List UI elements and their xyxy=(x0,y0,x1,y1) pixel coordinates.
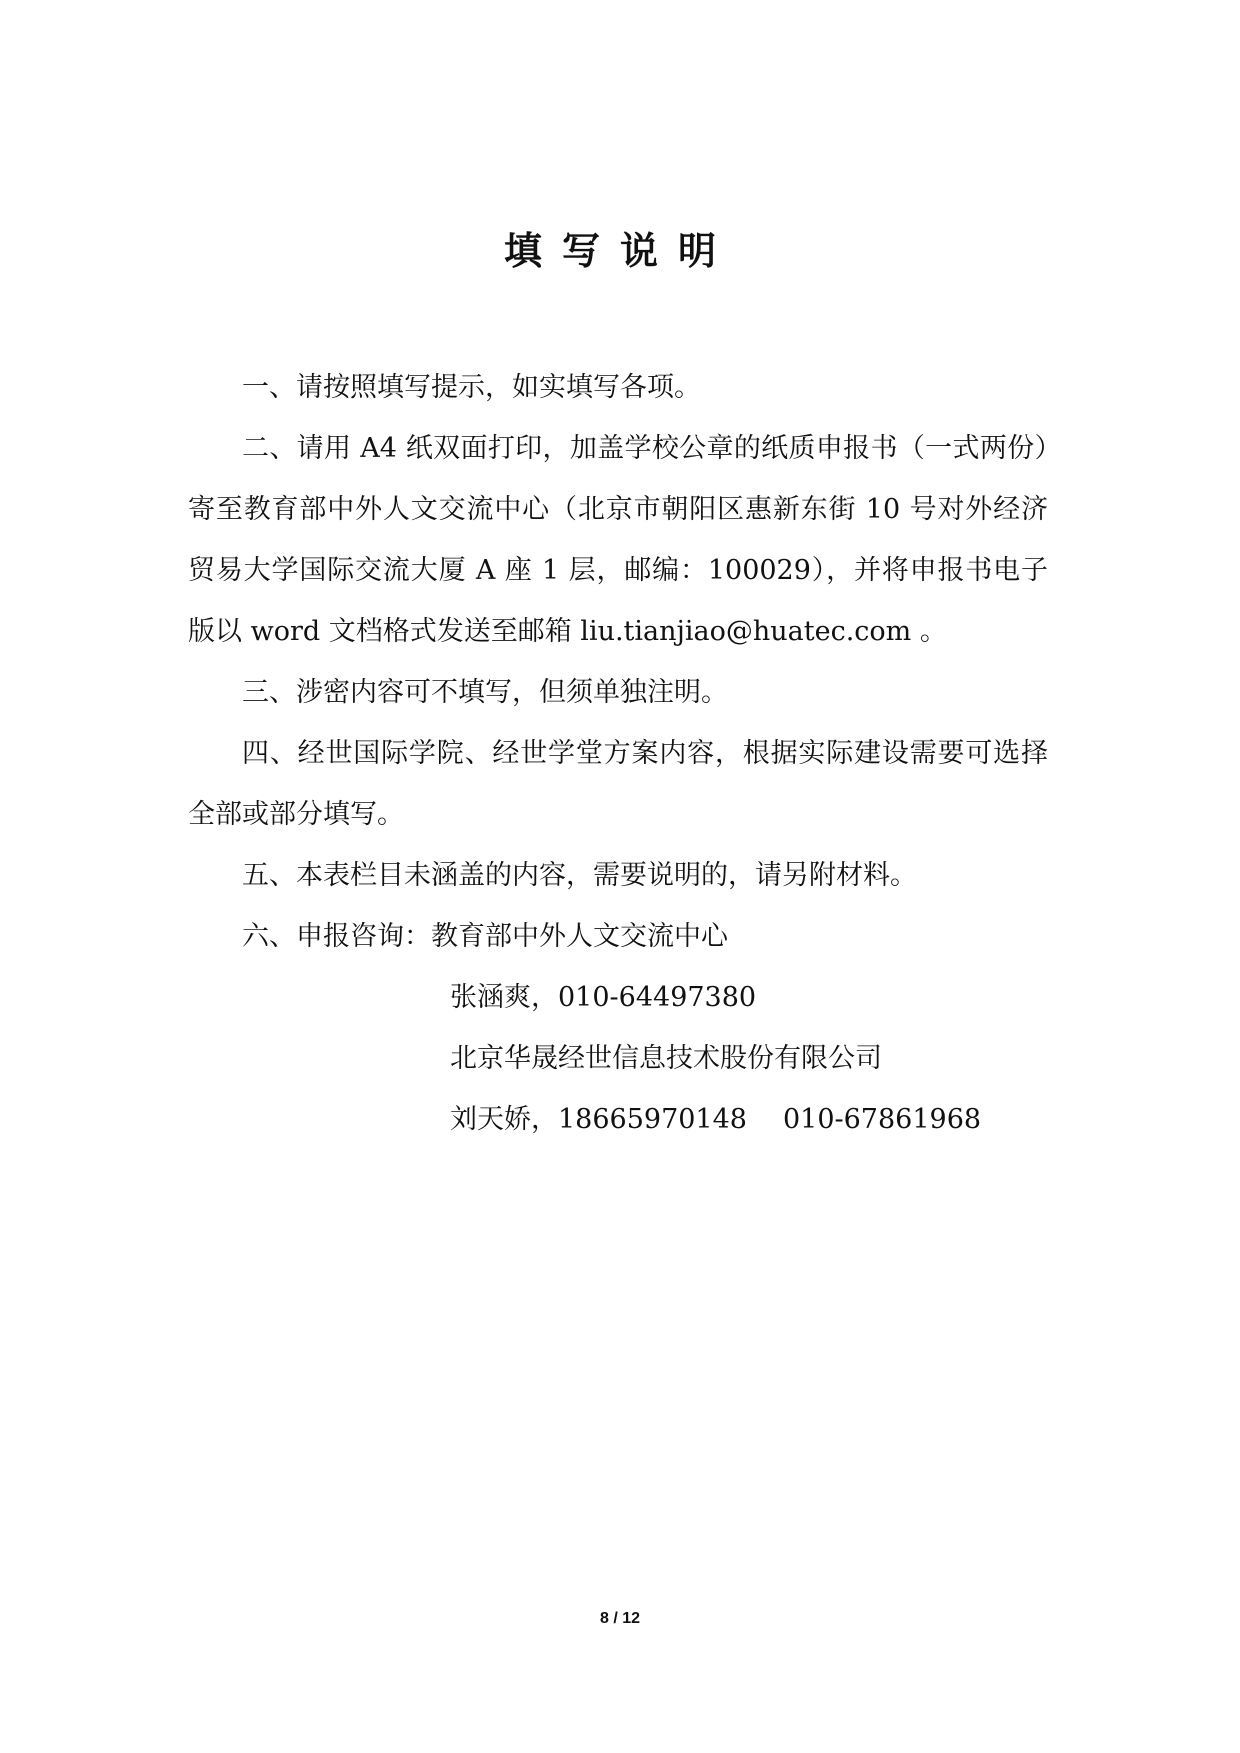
instruction-item-5: 五、本表栏目未涵盖的内容，需要说明的，请另附材料。 xyxy=(242,860,917,891)
contact-line-org1 xyxy=(188,906,1048,967)
page-title: 填写说明 xyxy=(503,229,736,273)
instruction-item-1: 一、请按照填写提示，如实填写各项。 xyxy=(242,372,701,403)
page-number: 8 / 12 xyxy=(599,1610,641,1627)
contact-person-2-name-phone: 刘天娇，18665970148 xyxy=(450,1104,747,1135)
contact-person-1: 张涵爽，010-64497380 xyxy=(450,982,757,1013)
contact-label: 六、申报咨询： xyxy=(242,921,431,952)
contact-person-2 xyxy=(188,1089,1048,1150)
contact-org-2: 北京华晟经世信息技术股份有限公司 xyxy=(450,1043,882,1074)
instruction-item-3: 三、涉密内容可不填写，但须单独注明。 xyxy=(242,677,728,708)
instruction-item-4: 四、经世国际学院、经世学堂方案内容，根据实际建设需要可选择全部或部分填写。 xyxy=(188,738,1048,830)
instruction-item-2: 二、请用 A4 纸双面打印，加盖学校公章的纸质申报书（一式两份）寄至教育部中外人文交流中心（北京市朝阳区惠新东街 10 号对外经济贸易大学国际交流大厦 A 座 1 层，邮编：100029），并将申报书电子版以 word 文档格式发送至邮箱 liu.tianjiao@huatec.com 。 xyxy=(188,433,1048,647)
contact-section xyxy=(188,906,1048,1150)
instructions-body xyxy=(188,357,1048,1150)
contact-person-2-phone2: 010-67861968 xyxy=(782,1104,982,1135)
contact-org-1: 教育部中外人文交流中心 xyxy=(431,921,728,952)
